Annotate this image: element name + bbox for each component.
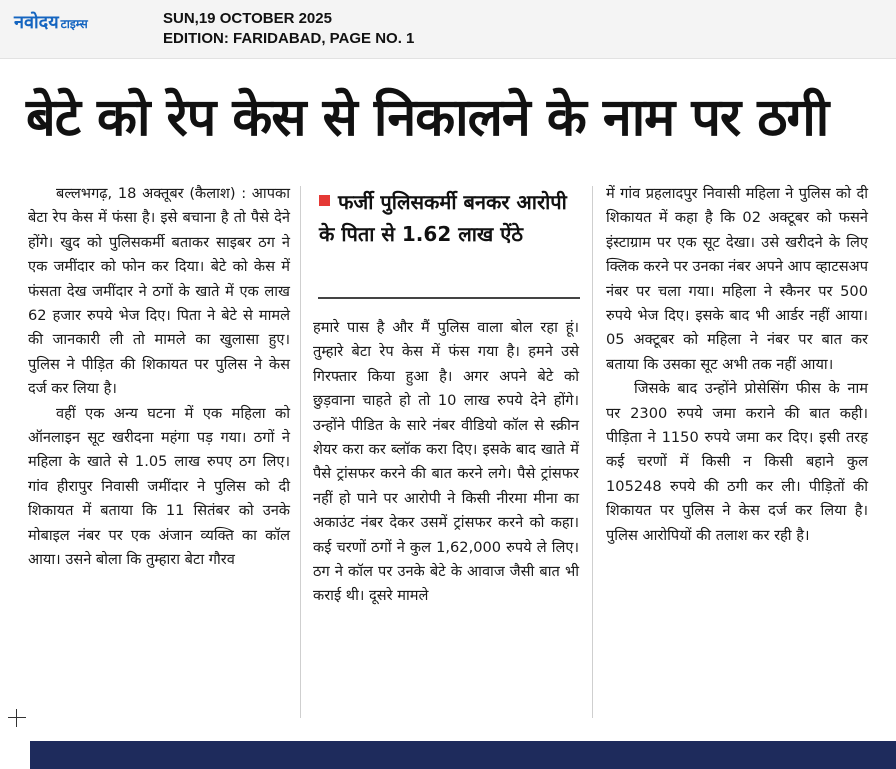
- article-column-3: [606, 182, 868, 548]
- column-divider: [300, 186, 301, 718]
- article-column-1: [28, 182, 290, 573]
- article-paragraph: बल्लभगढ़, 18 अक्तूबर (कैलाश) : आपका बेटा रेप केस में फंसा है। इसे बचाना है तो पैसे देने होंगे। खुद को पुलिसकर्मी बताकर साइबर ठग ने एक जमींदार को फोन कर दिया। बेटे को केस में फंसता देख जमींदार ने ठगों के खाते में एक लाख 62 हजार रुपये भेज दिए। पिता ने बेटे से मामले की जानकारी ली तो मामले का खुलासा हुए। पुलिस ने पीड़ित की शिकायत पर पुलिस ने केस दर्ज कर लिया है।: [28, 185, 290, 398]
- bottom-bar-left-gap: [0, 741, 30, 769]
- subheadline-text: फर्जी पुलिसकर्मी बनकर आरोपी के पिता से 1.62 लाख ऐंठे: [319, 190, 567, 246]
- article-paragraph: जिसके बाद उन्होंने प्रोसेसिंग फीस के नाम पर 2300 रुपये जमा कराने की बात कही। पीड़िता ने 1150 रुपये जमा कर दिए। इसी तरह कई चरणों में किसी न किसी बहाने कुल 105248 रुपये की ठगी कर ली। पीड़ितों की शिकायत पर पुलिस ने केस दर्ज कर लिया है। पुलिस आरोपियों की तलाश कर रही है।: [606, 380, 868, 544]
- masthead-bar: [0, 0, 896, 59]
- logo-main-text: नवोदय: [14, 12, 59, 33]
- publication-date: SUN,19 OCTOBER 2025: [163, 10, 332, 27]
- newspaper-logo: [14, 10, 88, 34]
- crosshair-cursor-icon: [8, 709, 26, 727]
- article-paragraph: वहीं एक अन्य घटना में एक महिला को ऑनलाइन सूट खरीदना महंगा पड़ गया। ठगों ने महिला के खाते से 1.05 लाख रुपए ठग लिए। गांव हीरापुर निवासी जमींदार ने पुलिस को दी शिकायत में बताया कि 11 सितंबर को उनके मोबाइल नंबर पर एक अंजान व्यक्ति का कॉल आया। उसने बोला कि तुम्हारा बेटा गौरव: [28, 404, 290, 569]
- edition-page: EDITION: FARIDABAD, PAGE NO. 1: [163, 30, 415, 47]
- red-square-bullet-icon: [319, 195, 330, 206]
- article-paragraph: हमारे पास है और मैं पुलिस वाला बोल रहा हूं। तुम्हारे बेटा रेप केस में फंस गया है। हमने उसे गिरफ्तार किया हुआ है। अगर अपने बेटे को छुड़वाना चाहते हो तो 10 लाख रुपये देने होंगे। उन्होंने पीडित के सारे नंबर वीडियो कॉल से स्क्रीन शेयर करा कर ब्लॉक करा दिए। इसके बाद खाते में पैसे ट्रांसफर करने की बात करने लगे। पैसे ट्रांसफर नहीं हो पाने पर आरोपी ने किसी नीरमा मीना का अकाउंट नंबर देकर उसमें ट्रांसफर करने को कहा। कई चरणों ठगों ने कुल 1,62,000 रुपये ले लिए। ठग ने कॉल पर उनके बेटे के आवाज जैसी बात भी कराई थी। दूसरे मामले: [313, 319, 579, 605]
- article-column-2: [313, 316, 579, 609]
- subheadline-rule: [318, 297, 580, 299]
- column-divider: [592, 186, 593, 718]
- logo-sub-text: टाइम्स: [60, 17, 88, 31]
- article-subheadline: [319, 186, 581, 250]
- edition-info: [163, 9, 414, 49]
- article-paragraph: में गांव प्रहलादपुर निवासी महिला ने पुलिस को दी शिकायत में कहा है कि 02 अक्टूबर को फसने इंस्टाग्राम पर एक सूट देखा। उसे खरीदने के लिए क्लिक करने पर उनका नंबर अपने आप व्हाटसअप नंबर पर चला गया। महिला ने स्कैनर पर 500 रुपये भेज दिए। इसके बाद भी आर्डर नहीं आया। 05 अक्टूबर को महिला ने नंबर पर बात कर बताया कि उसका सूट अभी तक नहीं आया।: [606, 185, 868, 373]
- bottom-toolbar-bar: [0, 741, 896, 769]
- article-headline: बेटे को रेप केस से निकालने के नाम पर ठगी: [26, 88, 829, 148]
